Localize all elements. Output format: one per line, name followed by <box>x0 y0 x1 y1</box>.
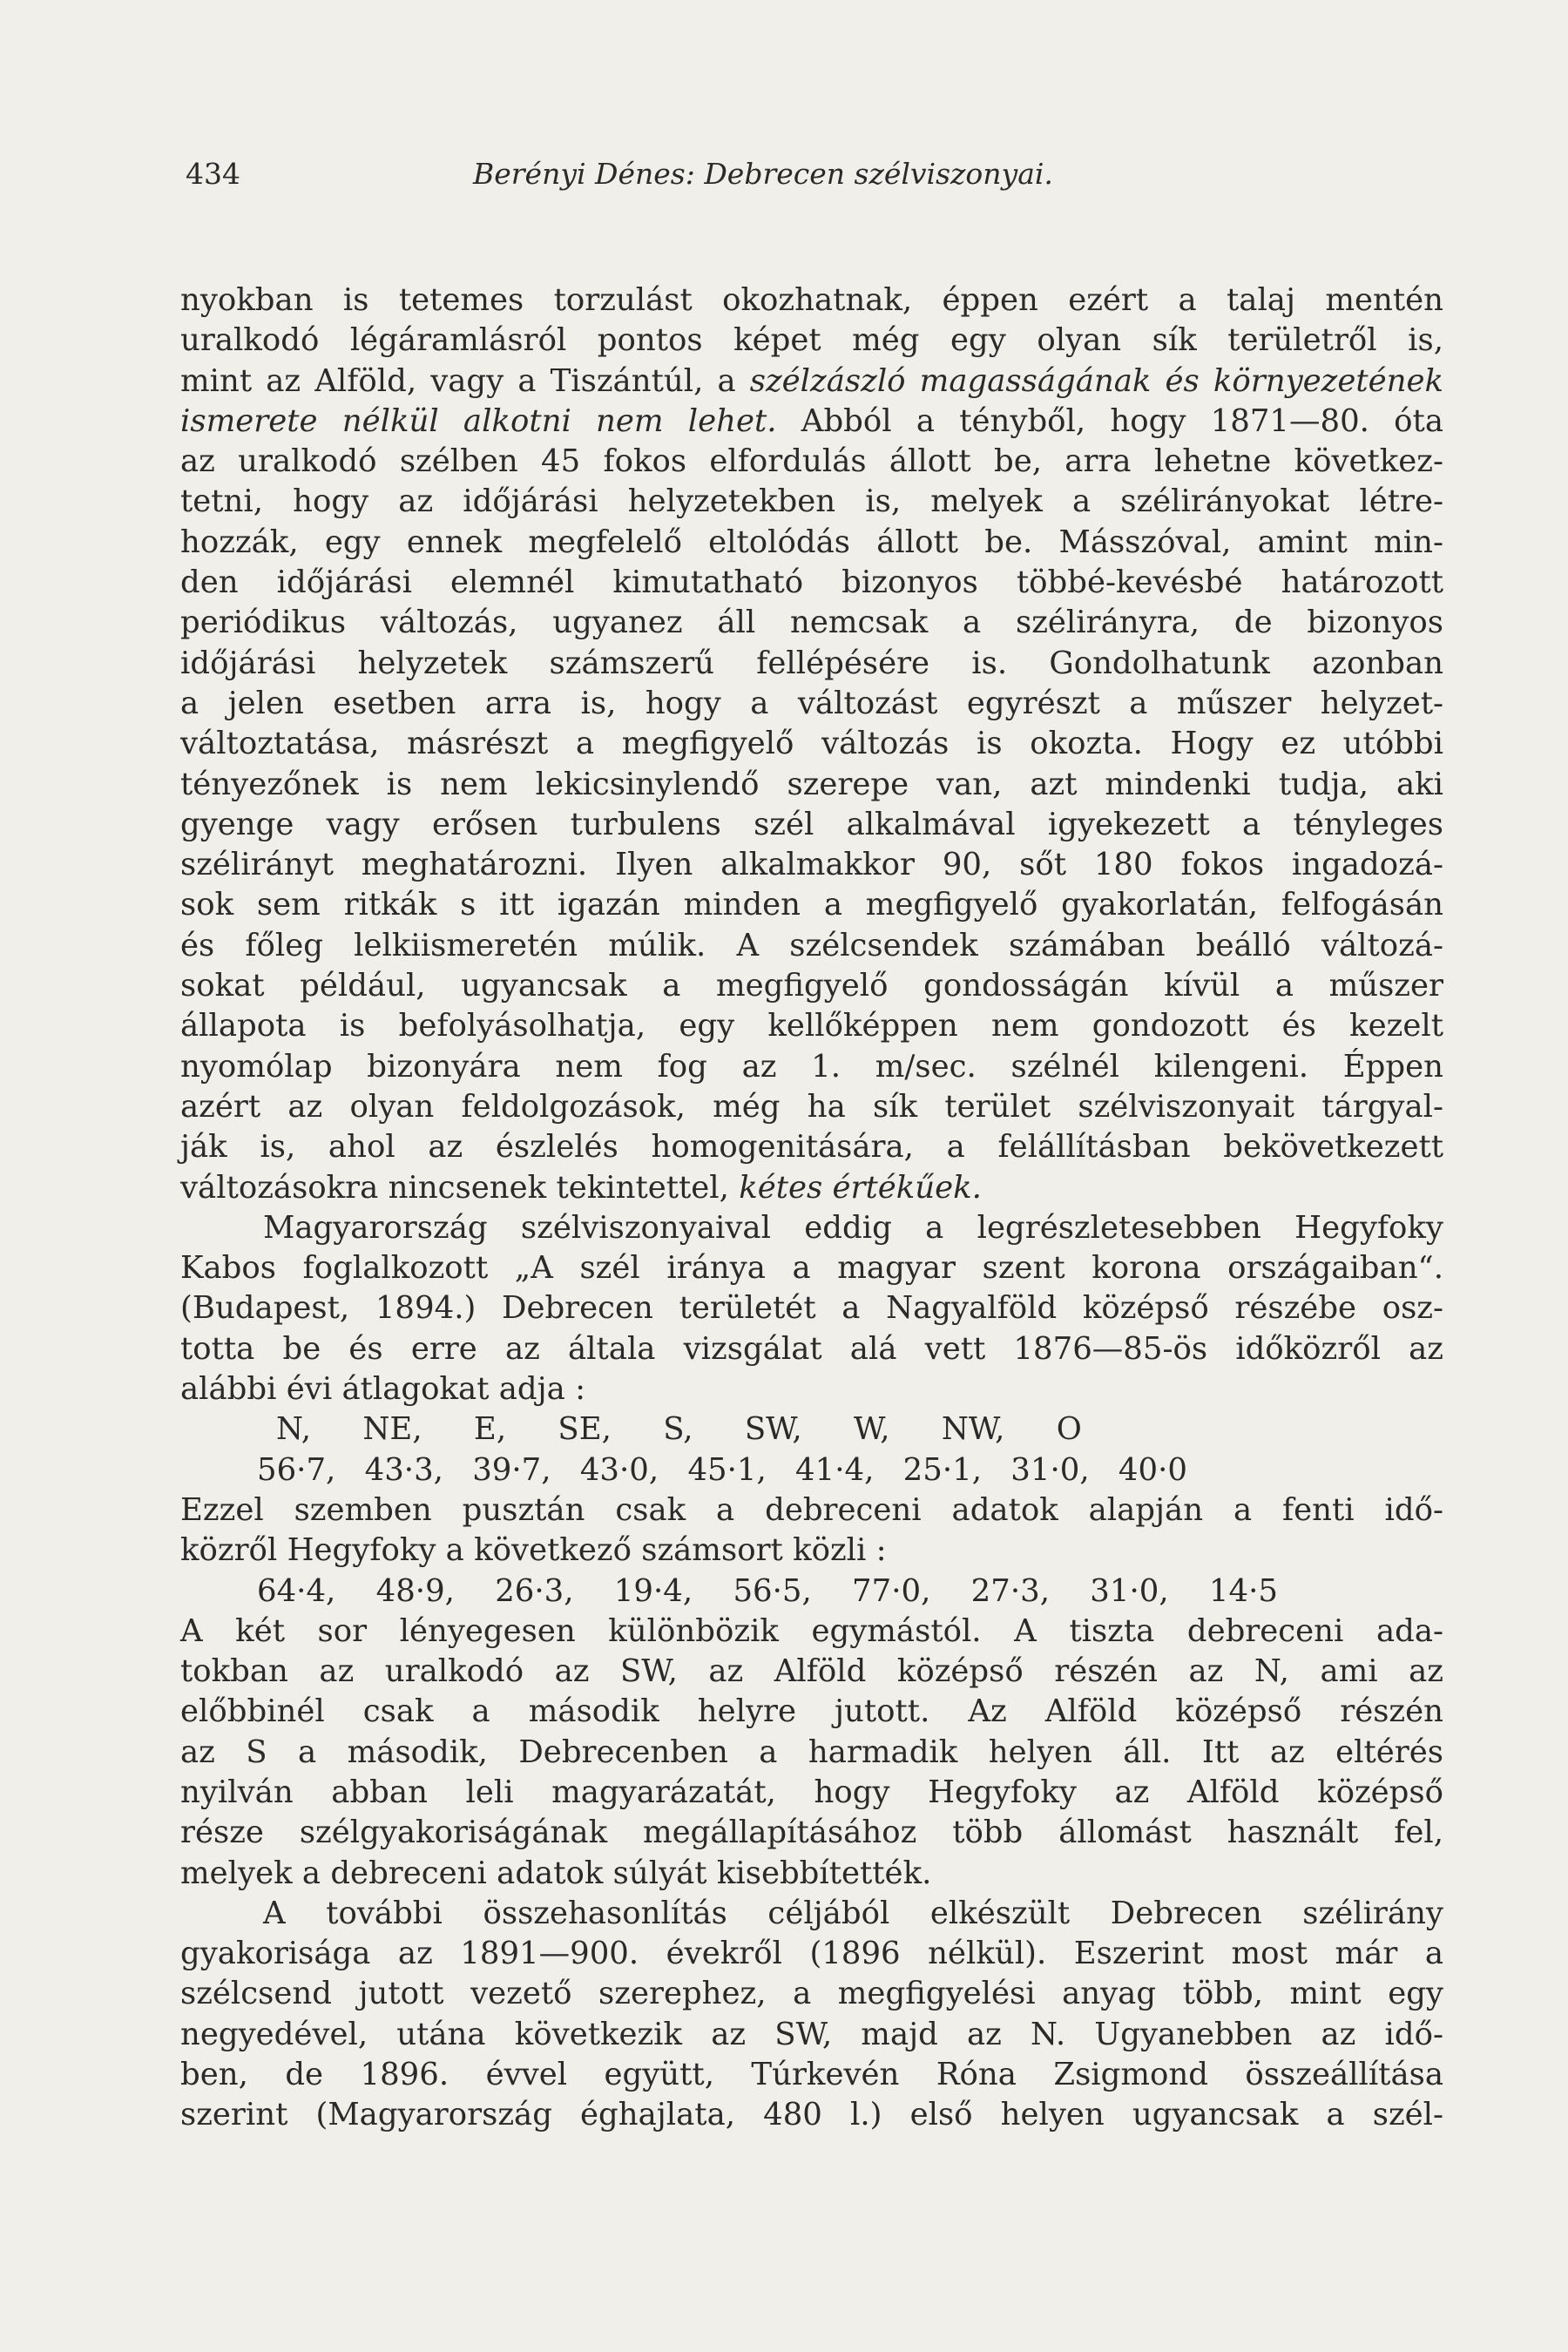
text-line <box>180 1208 1443 1248</box>
text-segment: N, NE, E, SE, S, SW, W, NW, O <box>276 1411 1082 1448</box>
text-segment: tényezőnek is nem lekicsinylendő szerepe van, azt mindenki tudja, aki <box>180 766 1443 802</box>
text-segment: változtatása, másrészt a megfigyelő változás is okozta. Hogy ez utóbbi <box>180 726 1443 762</box>
italic-text: szélzászló magasságának és környezetének <box>749 362 1444 399</box>
page-header <box>186 157 1423 202</box>
text-segment: szélirányt meghatározni. Ilyen alkalmakkor 90, sőt 180 fokos ingadozá- <box>180 847 1443 883</box>
text-segment: közről Hegyfoky a következő számsort közli : <box>180 1532 887 1569</box>
text-segment: előbbinél csak a második helyre jutott. Az Alföld középső részén <box>180 1693 1443 1730</box>
text-line <box>180 644 1443 684</box>
text-segment: az uralkodó szélben 45 fokos elfordulás állott be, arra lehetne következ- <box>180 443 1443 480</box>
text-segment: változásokra nincsenek tekintettel, <box>180 1169 740 1206</box>
text-line <box>180 885 1443 925</box>
text-line <box>180 1288 1443 1328</box>
text-segment: ják is, ahol az észlelés homogenitására, a felállításban bekövetkezett <box>180 1129 1443 1166</box>
text-segment: sok sem ritkák s itt igazán minden a megfigyelő gyakorlatán, felfogásán <box>180 887 1443 923</box>
text-segment: ben, de 1896. évvel együtt, Túrkevén Róna Zsigmond összeállítása <box>180 2057 1443 2093</box>
text-line <box>180 926 1443 966</box>
text-segment: nyokban is tetemes torzulást okozhatnak, éppen ezért a talaj mentén <box>180 282 1443 318</box>
text-segment: Kabos foglalkozott „A szél iránya a magyar szent korona országaiban“. <box>180 1250 1443 1287</box>
text-line <box>180 402 1443 442</box>
text-segment: A két sor lényegesen különbözik egymástól. A tiszta debreceni ada- <box>180 1612 1443 1649</box>
text-segment: Ezzel szemben pusztán csak a debreceni adatok alapján a fenti idő- <box>180 1491 1443 1528</box>
running-head: Berényi Dénes: Debrecen szélviszonyai. <box>473 157 1053 191</box>
text-line <box>180 1006 1443 1046</box>
text-line <box>180 2095 1443 2135</box>
text-line <box>180 321 1443 361</box>
text-segment: és főleg lelkiismeretén múlik. A szélcsendek számában beálló változá- <box>180 927 1443 963</box>
text-segment: gyakorisága az 1891—900. évekről (1896 nélkül). Eszerint most már a <box>180 1936 1443 1972</box>
body-text <box>180 280 1443 2136</box>
text-line <box>180 1974 1443 2014</box>
text-line <box>180 1531 1443 1571</box>
text-line <box>180 966 1443 1006</box>
text-segment: állapota is befolyásolhatja, egy kellőképpen nem gondozott és kezelt <box>180 1008 1443 1044</box>
text-line <box>180 1854 1443 1894</box>
text-segment: gyenge vagy erősen turbulens szél alkalmával igyekezett a tényleges <box>180 806 1443 842</box>
text-segment: szerint (Magyarország éghajlata, 480 l.) első helyen ugyancsak a szél- <box>180 2097 1443 2133</box>
text-line <box>180 362 1443 402</box>
text-segment: nyomólap bizonyára nem fog az 1. m/sec. szélnél kilengeni. Éppen <box>180 1048 1443 1085</box>
page-number: 434 <box>186 157 240 191</box>
text-line <box>180 2055 1443 2095</box>
text-line <box>180 1813 1443 1853</box>
text-line <box>180 1692 1443 1732</box>
text-segment: Magyarország szélviszonyaival eddig a legrészletesebben Hegyfoky <box>263 1209 1443 1246</box>
italic-text: kétes értékűek. <box>739 1169 982 1206</box>
text-segment: uralkodó légáramlásról pontos képet még egy olyan sík területről is, <box>180 322 1443 359</box>
text-line <box>180 1490 1443 1531</box>
text-line <box>180 1571 1443 1612</box>
text-segment: szélcsend jutott vezető szerephez, a megfigyelési anyag több, mint egy <box>180 1976 1443 2012</box>
text-segment: totta be és erre az általa vizsgálat alá vett 1876—85-ös időközről az <box>180 1330 1443 1367</box>
text-segment: része szélgyakoriságának megállapításához több állomást használt fel, <box>180 1815 1443 1851</box>
text-line <box>180 845 1443 885</box>
text-segment: alábbi évi átlagokat adja : <box>180 1371 586 1408</box>
text-line <box>180 1733 1443 1773</box>
text-line <box>180 1450 1443 1490</box>
text-segment: 64·4, 48·9, 26·3, 19·4, 56·5, 77·0, 27·3, 31·0, 14·5 <box>257 1572 1278 1609</box>
text-line <box>180 1409 1443 1450</box>
text-segment: negyedével, utána következik az SW, majd az N. Ugyanebben az idő- <box>180 2016 1443 2052</box>
text-segment: tetni, hogy az időjárási helyzetekben is, melyek a szélirányokat létre- <box>180 483 1443 520</box>
text-line <box>180 1773 1443 1813</box>
text-segment: sokat például, ugyancsak a megfigyelő gondosságán kívül a műszer <box>180 968 1443 1004</box>
text-line <box>180 603 1443 643</box>
text-segment: az S a második, Debrecenben a harmadik helyen áll. Itt az eltérés <box>180 1734 1443 1770</box>
text-line <box>180 805 1443 845</box>
text-segment: periódikus változás, ugyanez áll nemcsak a szélirányra, de bizonyos <box>180 605 1443 641</box>
text-line <box>180 1168 1443 1208</box>
text-line <box>180 684 1443 724</box>
text-line <box>180 482 1443 522</box>
text-line <box>180 1934 1443 1974</box>
text-line <box>180 1329 1443 1369</box>
text-segment: den időjárási elemnél kimutatható bizonyos többé-kevésbé határozott <box>180 564 1443 601</box>
text-line <box>180 1127 1443 1167</box>
text-segment: mint az Alföld, vagy a Tiszántúl, a <box>180 362 750 399</box>
text-segment: tokban az uralkodó az SW, az Alföld középső részén az N, ami az <box>180 1653 1443 1690</box>
text-segment: 56·7, 43·3, 39·7, 43·0, 45·1, 41·4, 25·1, 31·0, 40·0 <box>257 1451 1187 1488</box>
text-line <box>180 724 1443 764</box>
text-segment: azért az olyan feldolgozások, még ha sík terület szélviszonyait tárgyal- <box>180 1088 1443 1125</box>
text-line <box>180 1369 1443 1409</box>
text-line <box>180 563 1443 603</box>
text-segment: hozzák, egy ennek megfelelő eltolódás állott be. Másszóval, amint min- <box>180 524 1443 560</box>
text-segment: nyilván abban leli magyarázatát, hogy Hegyfoky az Alföld középső <box>180 1774 1443 1810</box>
text-segment: időjárási helyzetek számszerű fellépésére is. Gondolhatunk azonban <box>180 645 1443 681</box>
text-segment: A további összehasonlítás céljából elkészült Debrecen szélirány <box>263 1895 1443 1931</box>
text-line <box>180 1087 1443 1127</box>
text-line <box>180 1894 1443 1934</box>
text-line <box>180 765 1443 805</box>
text-line <box>180 1248 1443 1288</box>
text-line <box>180 442 1443 482</box>
text-line <box>180 1047 1443 1087</box>
italic-text: ismerete nélkül alkotni nem lehet. <box>180 402 777 439</box>
text-segment: a jelen esetben arra is, hogy a változást egyrészt a műszer helyzet- <box>180 685 1443 721</box>
text-segment: (Budapest, 1894.) Debrecen területét a Nagyalföld középső részébe osz- <box>180 1290 1443 1327</box>
text-line <box>180 1652 1443 1692</box>
text-line <box>180 523 1443 563</box>
text-segment: melyek a debreceni adatok súlyát kisebbítették. <box>180 1855 932 1891</box>
text-line <box>180 1612 1443 1652</box>
text-line <box>180 2015 1443 2055</box>
text-line <box>180 280 1443 321</box>
text-segment: Abból a tényből, hogy 1871—80. óta <box>776 402 1443 439</box>
